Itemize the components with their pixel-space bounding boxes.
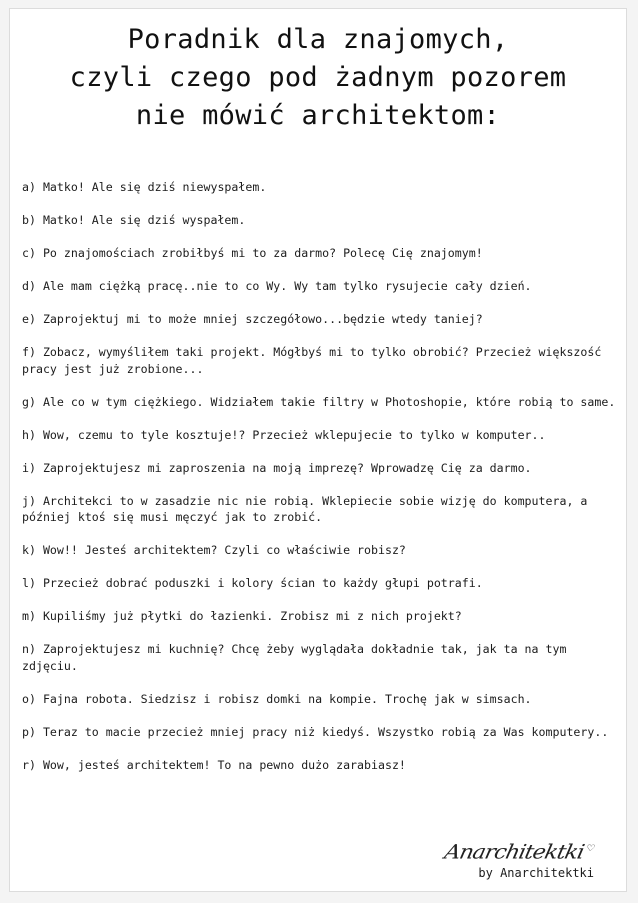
tips-list — [22, 179, 618, 790]
signature — [443, 838, 597, 863]
list-item: b) Matko! Ale się dziś wyspałem. — [22, 213, 246, 227]
byline: by Anarchitektki — [478, 866, 594, 880]
footer — [442, 837, 596, 881]
list-item: r) Wow, jesteś architektem! To na pewno dużo zarabiasz! — [22, 757, 406, 772]
list-item: m) Kupiliśmy już płytki do łazienki. Zrobisz mi z nich projekt? — [22, 609, 462, 623]
list-item: j) Architekci to w zasadzie nic nie robią. Wklepiecie sobie wizję do komputera, a później ktoś się musi męczyć jak to zrobić. — [22, 493, 588, 524]
list-item: g) Ale co w tym ciężkiego. Widziałem takie filtry w Photoshopie, które robią to same. — [22, 394, 616, 409]
list-item: l) Przecież dobrać poduszki i kolory ścian to każdy głupi potrafi. — [22, 576, 483, 590]
page-title — [10, 21, 626, 135]
title-line-2: czyli czego pod żadnym pozorem — [69, 62, 567, 93]
list-item: i) Zaprojektujesz mi zaproszenia na moją imprezę? Wprowadzę Cię za darmo. — [22, 460, 532, 475]
list-item: p) Teraz to macie przecież mniej pracy niż kiedyś. Wszystko robią za Was komputery.. — [22, 724, 609, 739]
list-item: h) Wow, czemu to tyle kosztuje!? Przecież wklepujecie to tylko w komputer.. — [22, 427, 546, 442]
heart-icon: ♡ — [585, 843, 596, 854]
title-line-1: Poradnik dla znajomych, — [127, 24, 509, 55]
list-item: e) Zaprojektuj mi to może mniej szczegółowo...będzie wtedy taniej? — [22, 312, 483, 326]
list-item: n) Zaprojektujesz mi kuchnię? Chcę żeby wyglądała dokładnie tak, jak ta na tym zdjęciu. — [22, 642, 567, 673]
list-item: f) Zobacz, wymyśliłem taki projekt. Mógłbyś mi to tylko obrobić? Przecież większość pracy jest już zrobione... — [22, 345, 602, 376]
title-line-3: nie mówić architektom: — [135, 100, 501, 131]
signature-text: Anarchitektki — [442, 841, 587, 864]
list-item: o) Fajna robota. Siedzisz i robisz domki na kompie. Trochę jak w simsach. — [22, 691, 532, 706]
list-item: a) Matko! Ale się dziś niewyspałem. — [22, 180, 267, 194]
list-item: d) Ale mam ciężką pracę..nie to co Wy. Wy tam tylko rysujecie cały dzień. — [22, 279, 532, 293]
list-item: c) Po znajomościach zrobiłbyś mi to za darmo? Polecę Cię znajomym! — [22, 246, 483, 260]
list-item: k) Wow!! Jesteś architektem? Czyli co właściwie robisz? — [22, 543, 406, 557]
document-page — [9, 8, 627, 892]
